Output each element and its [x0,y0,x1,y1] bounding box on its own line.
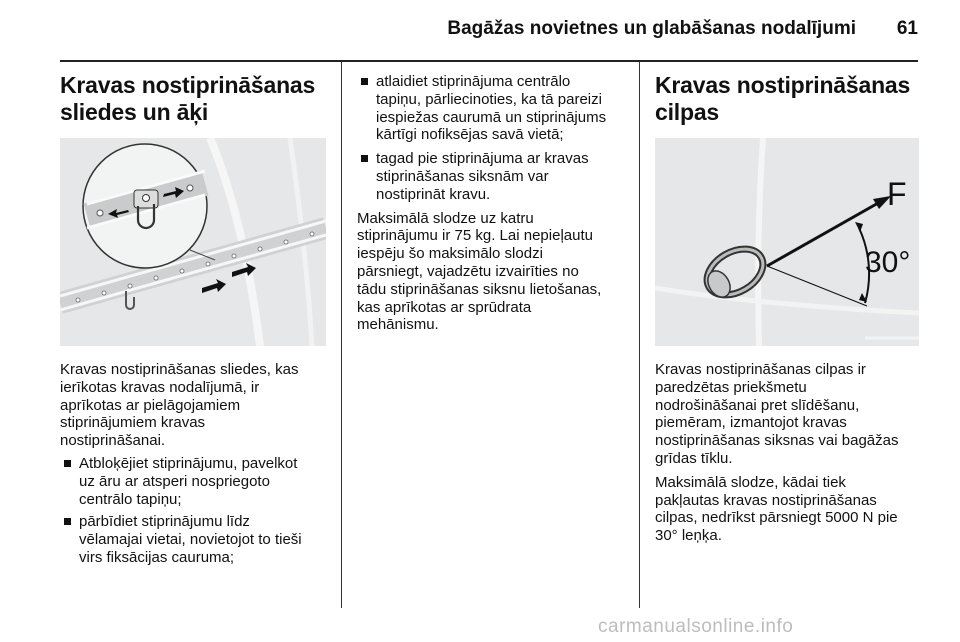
bullet-item: tagad pie stiprinājuma ar kravas stiprināšanas siksnām var nostiprināt kravu. [357,150,633,203]
loops-max-load: Maksimālā slodze, kādai tiek pakļautas kravas nostiprināšanas cilpas, nedrīkst pārsniegt 5000 N pie 30° leņķa. [655,473,898,545]
bullet-item: pārbīdiet stiprinājumu līdz vēlamajai vietai, novietojot to tieši virs fiksācijas cauruma; [60,513,332,566]
left-column [60,72,330,126]
column-divider-1 [341,62,342,608]
section-heading-loops [655,72,925,126]
heading-line: sliedes un āķi [60,99,209,125]
section-heading-rails [60,72,330,126]
angle-label: 30° [865,246,911,279]
left-column-text [60,361,332,567]
force-label: F [887,176,907,212]
bullet-marker [361,78,368,85]
header-title: Bagāžas novietnes un glabāšanas nodalījumi [447,18,856,39]
heading-line: cilpas [655,99,720,125]
rails-intro: Kravas nostiprināšanas sliedes, kas ierīkotas kravas nodalījumā, ir aprīkotas ar pielāgojamiem stiprinājumiem kravas nostiprināšanai. [60,361,299,450]
bullet-item: atlaidiet stiprinājuma centrālo tapiņu, pārliecinoties, ka tā pareizi iespiežas caurumā un stiprinājums kārtīgi nofiksējas savā vietā; [357,73,633,144]
heading-line: Kravas nostiprināšanas [655,72,911,98]
rail-hook-illustration [60,138,326,346]
right-column-text [655,361,925,545]
loops-intro: Kravas nostiprināšanas cilpas ir paredzētas priekšmetu nodrošināšanai pret slīdēšanu, piemēram, izmantojot kravas nostiprināšanas siksnas vai bagāžas grīdas tīklu. [655,361,899,467]
right-column [655,72,925,126]
bullet-marker [361,155,368,162]
page-header [60,18,918,48]
lashing-eye-illustration [655,138,919,346]
bullet-marker [64,460,71,467]
middle-column [357,73,633,334]
max-load-paragraph: Maksimālā slodze uz katru stiprinājumu ir 75 kg. Lai nepieļautu iespēju šo maksimālo slodzi pārsniegt, vajadzētu izvairīties no tādu stiprināšanas siksnu lietošanas, kas aprīkotas ar sprūdrata mehānismu. [357,209,602,334]
column-divider-2 [639,62,640,608]
bullet-item: Atbloķējiet stiprinājumu, pavelkot uz āru ar atsperi nospriegoto centrālo tapiņu; [60,455,332,508]
heading-line: Kravas nostiprināšanas [60,72,316,98]
page-number: 61 [896,18,918,39]
header-rule [60,60,918,62]
watermark: carmanualsonline.info [598,616,794,637]
bullet-marker [64,518,71,525]
